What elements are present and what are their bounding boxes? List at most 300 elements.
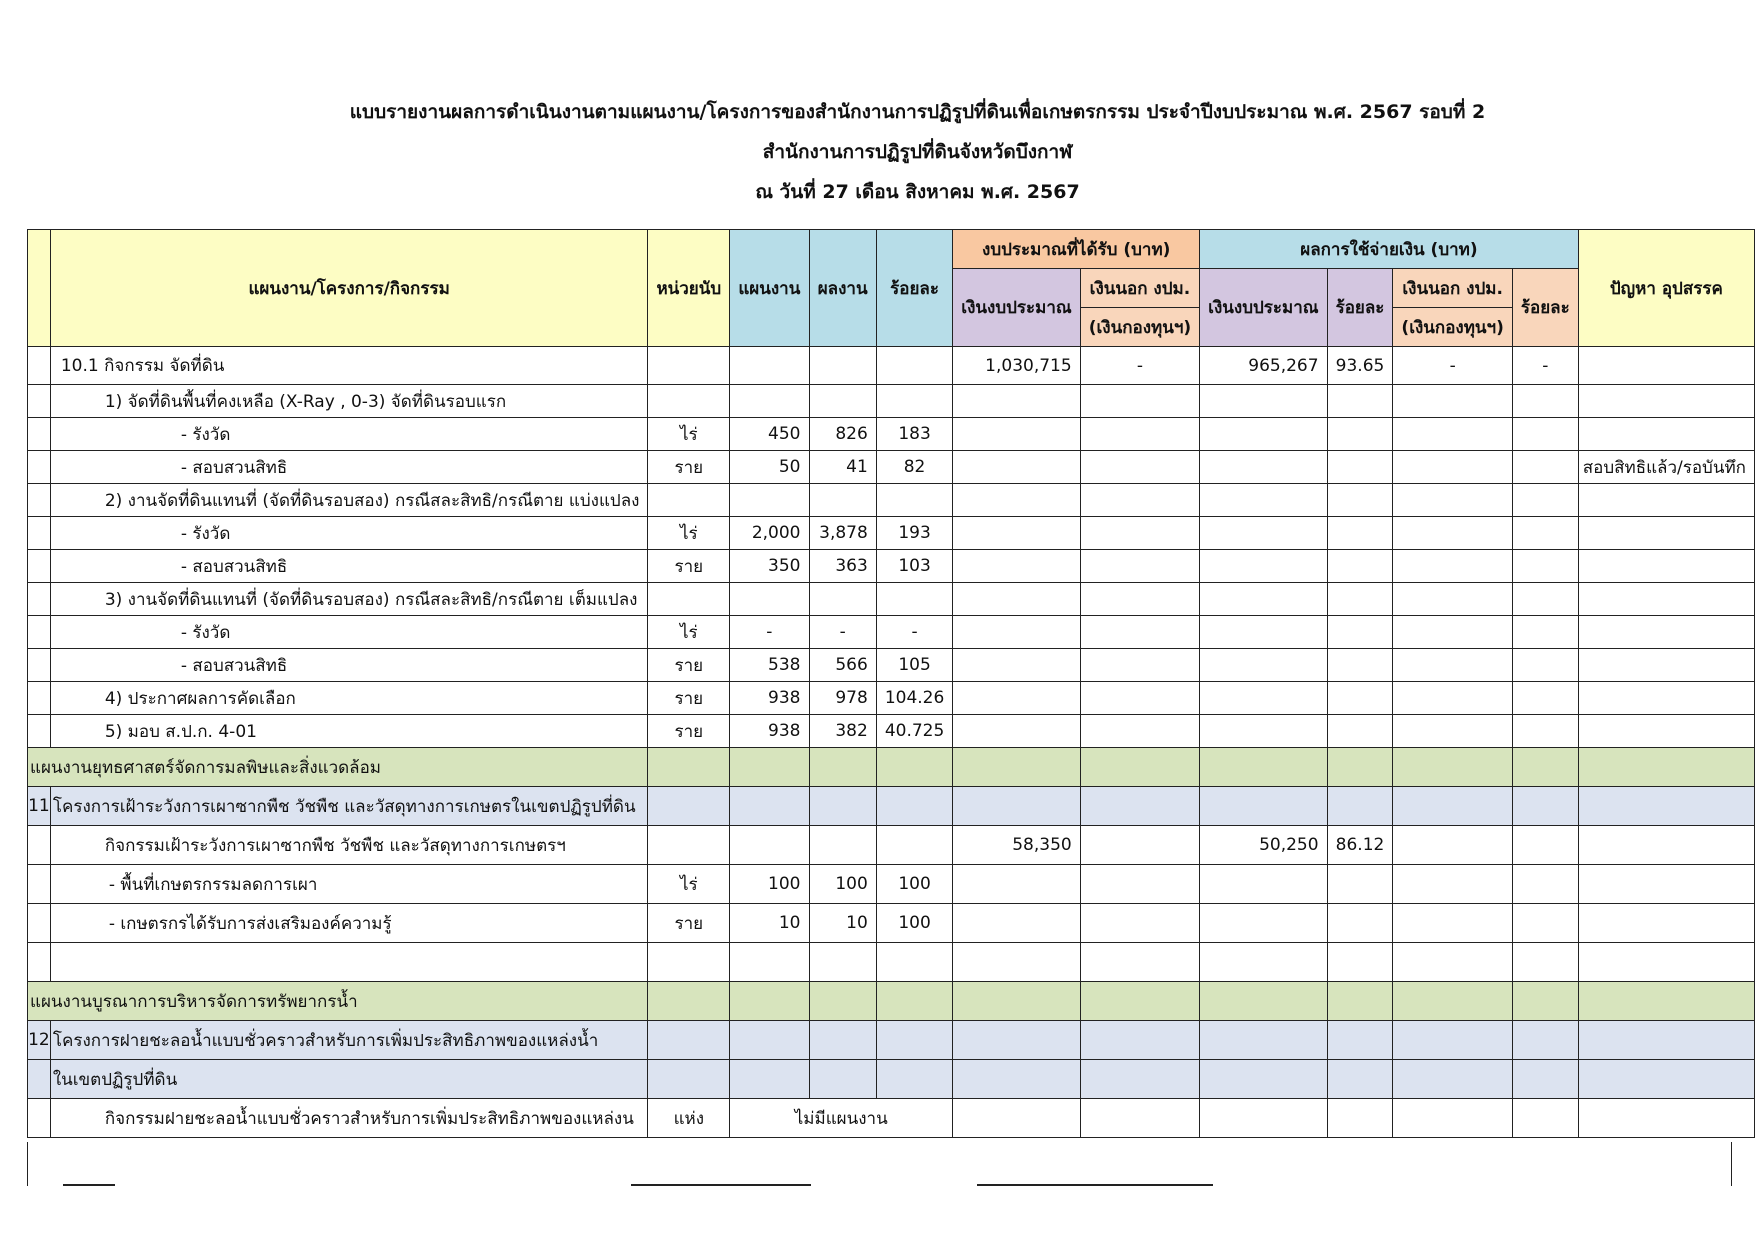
note-cell — [1578, 865, 1754, 904]
spent-outside-percent-cell — [1512, 451, 1578, 484]
spent-percent-cell — [1327, 385, 1393, 418]
unit-cell: ราย — [648, 451, 730, 484]
project-no: 11 — [28, 787, 51, 826]
outside-budget-cell — [1080, 826, 1199, 865]
empty-cell — [1393, 1060, 1512, 1099]
empty-cell — [1080, 943, 1199, 982]
empty-cell — [1512, 1060, 1578, 1099]
result-cell: 566 — [809, 649, 876, 682]
plan-cell — [730, 347, 809, 385]
unit-cell: ราย — [648, 682, 730, 715]
spent-outside-cell — [1393, 649, 1512, 682]
unit-cell: ไร่ — [648, 418, 730, 451]
empty-cell — [648, 787, 730, 826]
outside-budget-cell — [1080, 517, 1199, 550]
header-budget-money: เงินงบประมาณ — [953, 269, 1080, 347]
budget-cell — [953, 682, 1080, 715]
empty-cell — [28, 943, 51, 982]
empty-cell — [1512, 1099, 1578, 1138]
spent-cell — [1200, 517, 1327, 550]
budget-cell — [953, 865, 1080, 904]
project-title-cont: ในเขตปฏิรูปที่ดิน — [50, 1060, 648, 1099]
spent-outside-cell: - — [1393, 347, 1512, 385]
spent-outside-cell — [1393, 583, 1512, 616]
section-row-pollution — [28, 748, 1755, 787]
empty-cell — [1327, 748, 1393, 787]
empty-cell — [1200, 943, 1327, 982]
result-cell — [809, 826, 876, 865]
percent-cell — [876, 347, 952, 385]
budget-cell — [953, 550, 1080, 583]
spent-cell — [1200, 550, 1327, 583]
project-title: โครงการเฝ้าระวังการเผาซากพืช วัชพืช และวัสดุทางการเกษตรในเขตปฏิรูปที่ดิน — [50, 787, 648, 826]
result-cell: 10 — [809, 904, 876, 943]
empty-cell — [648, 1060, 730, 1099]
empty-cell — [1393, 1099, 1512, 1138]
empty-cell — [730, 943, 809, 982]
percent-cell: 40.725 — [876, 715, 952, 748]
spent-outside-percent-cell — [1512, 517, 1578, 550]
empty-cell — [1578, 1021, 1754, 1060]
page-cut-rule — [977, 1184, 1213, 1186]
header-spent-outside-percent: ร้อยละ — [1512, 269, 1578, 347]
percent-cell — [876, 826, 952, 865]
empty-cell — [953, 982, 1080, 1021]
empty-cell — [1200, 1021, 1327, 1060]
row-no — [28, 347, 51, 385]
spent-percent-cell — [1327, 616, 1393, 649]
outside-budget-cell — [1080, 550, 1199, 583]
percent-cell: - — [876, 616, 952, 649]
plan-cell: 450 — [730, 418, 809, 451]
empty-cell — [953, 943, 1080, 982]
empty-cell — [1080, 748, 1199, 787]
activity-cell: - รังวัด — [50, 616, 648, 649]
plan-cell — [730, 583, 809, 616]
empty-cell — [1578, 787, 1754, 826]
empty-cell — [730, 787, 809, 826]
report-date: ณ วันที่ 27 เดือน สิงหาคม พ.ศ. 2567 — [755, 181, 1080, 203]
header-spent-outside: เงินนอก งปม. — [1393, 269, 1512, 308]
activity-cell: 2) งานจัดที่ดินแทนที่ (จัดที่ดินรอบสอง) กรณีสละสิทธิ/กรณีตาย แบ่งแปลง — [50, 484, 648, 517]
plan-cell: 350 — [730, 550, 809, 583]
header-spending-result: ผลการใช้จ่ายเงิน (บาท) — [1200, 230, 1579, 269]
project-no: 12 — [28, 1021, 51, 1060]
project-title: โครงการฝายชะลอน้ำแบบชั่วคราวสำหรับการเพิ่มประสิทธิภาพของแหล่งน้ำ — [50, 1021, 648, 1060]
percent-cell: 193 — [876, 517, 952, 550]
empty-cell — [1327, 1021, 1393, 1060]
spent-percent-cell — [1327, 904, 1393, 943]
empty-cell — [809, 943, 876, 982]
note-cell — [1578, 715, 1754, 748]
unit-cell: ไร่ — [648, 517, 730, 550]
empty-cell — [1327, 1099, 1393, 1138]
spent-cell — [1200, 865, 1327, 904]
page-cut-left-border — [27, 1142, 28, 1186]
empty-cell — [1327, 943, 1393, 982]
result-cell — [809, 385, 876, 418]
report-table — [27, 229, 1755, 1138]
spent-outside-percent-cell — [1512, 826, 1578, 865]
activity-cell: - สอบสวนสิทธิ — [50, 649, 648, 682]
plan-cell: 938 — [730, 682, 809, 715]
budget-cell — [953, 616, 1080, 649]
outside-budget-cell — [1080, 649, 1199, 682]
empty-cell — [730, 982, 809, 1021]
header-percent: ร้อยละ — [876, 230, 952, 347]
result-cell: 3,878 — [809, 517, 876, 550]
spent-percent-cell — [1327, 682, 1393, 715]
row-no — [28, 517, 51, 550]
empty-cell — [1080, 1099, 1199, 1138]
spent-cell — [1200, 583, 1327, 616]
header-result: ผลงาน — [809, 230, 876, 347]
spent-cell — [1200, 616, 1327, 649]
empty-cell — [809, 982, 876, 1021]
header-problems: ปัญหา อุปสรรค — [1578, 230, 1754, 347]
plan-cell: - — [730, 616, 809, 649]
percent-cell: 100 — [876, 904, 952, 943]
empty-cell — [876, 748, 952, 787]
page-cut-rule — [63, 1184, 115, 1186]
activity-cell: - สอบสวนสิทธิ — [50, 550, 648, 583]
empty-row — [28, 943, 1755, 982]
activity-cell: - สอบสวนสิทธิ — [50, 451, 648, 484]
plan-cell: 2,000 — [730, 517, 809, 550]
empty-cell — [953, 787, 1080, 826]
header-budget-received: งบประมาณที่ได้รับ (บาท) — [953, 230, 1200, 269]
budget-cell: 58,350 — [953, 826, 1080, 865]
unit-cell: ราย — [648, 649, 730, 682]
spent-outside-percent-cell: - — [1512, 347, 1578, 385]
spent-outside-cell — [1393, 418, 1512, 451]
spent-outside-cell — [1393, 682, 1512, 715]
outside-budget-cell — [1080, 418, 1199, 451]
empty-cell — [1512, 943, 1578, 982]
empty-cell — [1327, 787, 1393, 826]
spent-outside-cell — [1393, 904, 1512, 943]
row-no — [28, 484, 51, 517]
note-cell — [1578, 583, 1754, 616]
empty-cell — [1512, 748, 1578, 787]
outside-budget-cell — [1080, 682, 1199, 715]
row-no — [28, 904, 51, 943]
row-no — [28, 649, 51, 682]
spent-outside-percent-cell — [1512, 583, 1578, 616]
empty-cell — [1578, 748, 1754, 787]
activity-cell: - เกษตรกรได้รับการส่งเสริมองค์ความรู้ — [50, 904, 648, 943]
activity-cell: - พื้นที่เกษตรกรรมลดการเผา — [50, 865, 648, 904]
activity-cell: - รังวัด — [50, 517, 648, 550]
result-cell: 382 — [809, 715, 876, 748]
spent-outside-cell — [1393, 715, 1512, 748]
empty-cell — [28, 1060, 51, 1099]
percent-cell — [876, 484, 952, 517]
empty-cell — [1080, 1021, 1199, 1060]
spent-cell — [1200, 649, 1327, 682]
empty-cell — [1200, 748, 1327, 787]
spent-outside-percent-cell — [1512, 616, 1578, 649]
spent-outside-percent-cell — [1512, 418, 1578, 451]
plan-cell — [730, 826, 809, 865]
spent-outside-cell — [1393, 517, 1512, 550]
empty-cell — [730, 1021, 809, 1060]
note-cell: สอบสิทธิแล้ว/รอบันทึก — [1578, 451, 1754, 484]
spent-outside-percent-cell — [1512, 682, 1578, 715]
spent-outside-percent-cell — [1512, 865, 1578, 904]
budget-cell — [953, 484, 1080, 517]
section-row-water — [28, 982, 1755, 1021]
budget-cell — [953, 649, 1080, 682]
percent-cell: 105 — [876, 649, 952, 682]
row-no — [28, 550, 51, 583]
empty-cell — [1200, 1060, 1327, 1099]
percent-cell: 82 — [876, 451, 952, 484]
spent-outside-percent-cell — [1512, 904, 1578, 943]
note-cell — [1578, 347, 1754, 385]
no-plan-note: ไม่มีแผนงาน — [730, 1099, 953, 1138]
unit-cell: ราย — [648, 715, 730, 748]
report-title: แบบรายงานผลการดำเนินงานตามแผนงาน/โครงการของสำนักงานการปฏิรูปที่ดินเพื่อเกษตรกรรม ประจำปีงบประมาณ พ.ศ. 2567 รอบที่ 2 — [349, 101, 1486, 123]
outside-budget-cell — [1080, 865, 1199, 904]
empty-cell — [50, 943, 648, 982]
activity-row-12 — [28, 1099, 1755, 1138]
spent-percent-cell — [1327, 517, 1393, 550]
spent-outside-cell — [1393, 484, 1512, 517]
spent-percent-cell — [1327, 649, 1393, 682]
plan-cell: 10 — [730, 904, 809, 943]
result-cell — [809, 583, 876, 616]
percent-cell — [876, 385, 952, 418]
percent-cell: 183 — [876, 418, 952, 451]
unit-cell — [648, 347, 730, 385]
empty-cell — [648, 1021, 730, 1060]
spent-percent-cell — [1327, 484, 1393, 517]
percent-cell: 104.26 — [876, 682, 952, 715]
spent-outside-percent-cell — [1512, 550, 1578, 583]
empty-cell — [1578, 982, 1754, 1021]
section-title: แผนงานบูรณาการบริหารจัดการทรัพยากรน้ำ — [28, 982, 648, 1021]
empty-cell — [953, 748, 1080, 787]
header-spent-fund: (เงินกองทุนฯ) — [1393, 308, 1512, 347]
note-cell — [1578, 904, 1754, 943]
empty-cell — [876, 1021, 952, 1060]
note-cell — [1578, 616, 1754, 649]
spent-cell — [1200, 484, 1327, 517]
empty-cell — [1512, 787, 1578, 826]
activity-cell: 1) จัดที่ดินพื้นที่คงเหลือ (X-Ray , 0-3) จัดที่ดินรอบแรก — [50, 385, 648, 418]
empty-cell — [953, 1021, 1080, 1060]
note-cell — [1578, 826, 1754, 865]
spent-percent-cell: 93.65 — [1327, 347, 1393, 385]
row-no — [28, 385, 51, 418]
unit-cell — [648, 385, 730, 418]
row-no — [28, 682, 51, 715]
spent-cell — [1200, 682, 1327, 715]
empty-cell — [730, 748, 809, 787]
spent-outside-percent-cell — [1512, 484, 1578, 517]
header-activity: แผนงาน/โครงการ/กิจกรรม — [50, 230, 648, 347]
note-cell — [1578, 418, 1754, 451]
budget-cell — [953, 715, 1080, 748]
empty-cell — [648, 748, 730, 787]
empty-cell — [809, 1060, 876, 1099]
spent-outside-cell — [1393, 385, 1512, 418]
spent-cell — [1200, 385, 1327, 418]
empty-cell — [876, 1060, 952, 1099]
spent-cell — [1200, 451, 1327, 484]
page-cut-rule — [631, 1184, 811, 1186]
row-no — [28, 451, 51, 484]
table-header — [28, 230, 1755, 347]
result-cell: 100 — [809, 865, 876, 904]
unit-cell — [648, 826, 730, 865]
activity-cell: 3) งานจัดที่ดินแทนที่ (จัดที่ดินรอบสอง) กรณีสละสิทธิ/กรณีตาย เต็มแปลง — [50, 583, 648, 616]
spent-outside-percent-cell — [1512, 385, 1578, 418]
percent-cell: 103 — [876, 550, 952, 583]
empty-cell — [876, 787, 952, 826]
activity-cell: กิจกรรมฝายชะลอน้ำแบบชั่วคราวสำหรับการเพิ่มประสิทธิภาพของแหล่งน — [50, 1099, 648, 1138]
plan-cell — [730, 385, 809, 418]
unit-cell: แห่ง — [648, 1099, 730, 1138]
spent-cell — [1200, 904, 1327, 943]
outside-budget-cell: - — [1080, 347, 1199, 385]
spent-cell: 50,250 — [1200, 826, 1327, 865]
plan-cell: 100 — [730, 865, 809, 904]
header-fund-money: (เงินกองทุนฯ) — [1080, 308, 1199, 347]
spent-outside-cell — [1393, 865, 1512, 904]
row-no — [28, 826, 51, 865]
empty-cell — [1393, 748, 1512, 787]
report-title-block — [0, 92, 1755, 212]
spent-outside-cell — [1393, 616, 1512, 649]
outside-budget-cell — [1080, 583, 1199, 616]
header-spent-percent: ร้อยละ — [1327, 269, 1393, 347]
spent-percent-cell — [1327, 418, 1393, 451]
header-spent-budget: เงินงบประมาณ — [1200, 269, 1327, 347]
project-row-12-cont — [28, 1060, 1755, 1099]
table-body — [28, 347, 1755, 1138]
spent-cell — [1200, 418, 1327, 451]
activity-cell: 5) มอบ ส.ป.ก. 4-01 — [50, 715, 648, 748]
percent-cell — [876, 583, 952, 616]
spent-percent-cell — [1327, 550, 1393, 583]
empty-cell — [1327, 1060, 1393, 1099]
row-no — [28, 715, 51, 748]
plan-cell — [730, 484, 809, 517]
row-no — [28, 616, 51, 649]
spent-percent-cell — [1327, 583, 1393, 616]
header-outside-budget: เงินนอก งปม. — [1080, 269, 1199, 308]
spent-outside-cell — [1393, 451, 1512, 484]
empty-cell — [876, 982, 952, 1021]
unit-cell — [648, 484, 730, 517]
section-title: แผนงานยุทธศาสตร์จัดการมลพิษและสิ่งแวดล้อม — [28, 748, 648, 787]
budget-cell — [953, 904, 1080, 943]
empty-cell — [1578, 943, 1754, 982]
spent-outside-percent-cell — [1512, 715, 1578, 748]
empty-cell — [1200, 982, 1327, 1021]
percent-cell: 100 — [876, 865, 952, 904]
budget-cell — [953, 418, 1080, 451]
plan-cell: 538 — [730, 649, 809, 682]
empty-cell — [1080, 982, 1199, 1021]
budget-cell: 1,030,715 — [953, 347, 1080, 385]
empty-cell — [809, 1021, 876, 1060]
empty-cell — [1200, 787, 1327, 826]
empty-cell — [876, 943, 952, 982]
page-cut-right-border — [1731, 1142, 1732, 1186]
empty-cell — [730, 1060, 809, 1099]
spent-percent-cell — [1327, 715, 1393, 748]
outside-budget-cell — [1080, 484, 1199, 517]
empty-cell — [809, 748, 876, 787]
spent-percent-cell — [1327, 865, 1393, 904]
spent-cell — [1200, 715, 1327, 748]
empty-cell — [1393, 943, 1512, 982]
spent-cell: 965,267 — [1200, 347, 1327, 385]
empty-cell — [1512, 982, 1578, 1021]
activity-cell: 10.1 กิจกรรม จัดที่ดิน — [50, 347, 648, 385]
note-cell — [1578, 484, 1754, 517]
project-row-12 — [28, 1021, 1755, 1060]
outside-budget-cell — [1080, 385, 1199, 418]
empty-cell — [953, 1099, 1080, 1138]
spent-percent-cell — [1327, 451, 1393, 484]
note-cell — [1578, 649, 1754, 682]
header-unit: หน่วยนับ — [648, 230, 730, 347]
outside-budget-cell — [1080, 451, 1199, 484]
empty-cell — [1393, 1021, 1512, 1060]
budget-cell — [953, 517, 1080, 550]
budget-cell — [953, 451, 1080, 484]
note-cell — [1578, 550, 1754, 583]
note-cell — [1578, 517, 1754, 550]
result-cell — [809, 347, 876, 385]
header-no — [28, 230, 51, 347]
row-no — [28, 865, 51, 904]
result-cell: 826 — [809, 418, 876, 451]
unit-cell: ราย — [648, 904, 730, 943]
unit-cell: ไร่ — [648, 865, 730, 904]
empty-cell — [648, 943, 730, 982]
outside-budget-cell — [1080, 904, 1199, 943]
activity-cell: - รังวัด — [50, 418, 648, 451]
unit-cell — [648, 583, 730, 616]
empty-cell — [1080, 787, 1199, 826]
project-row-11 — [28, 787, 1755, 826]
empty-cell — [1080, 1060, 1199, 1099]
empty-cell — [1578, 1060, 1754, 1099]
spent-percent-cell: 86.12 — [1327, 826, 1393, 865]
empty-cell — [1578, 1099, 1754, 1138]
office-name: สำนักงานการปฏิรูปที่ดินจังหวัดบึงกาฬ — [762, 141, 1073, 163]
empty-cell — [1200, 1099, 1327, 1138]
plan-cell: 50 — [730, 451, 809, 484]
header-plan: แผนงาน — [730, 230, 809, 347]
plan-cell: 938 — [730, 715, 809, 748]
activity-cell: 4) ประกาศผลการคัดเลือก — [50, 682, 648, 715]
outside-budget-cell — [1080, 616, 1199, 649]
budget-cell — [953, 385, 1080, 418]
empty-cell — [953, 1060, 1080, 1099]
empty-cell — [1393, 787, 1512, 826]
empty-cell — [809, 787, 876, 826]
activity-cell: กิจกรรมเฝ้าระวังการเผาซากพืช วัชพืช และวัสดุทางการเกษตรฯ — [50, 826, 648, 865]
empty-cell — [28, 1099, 51, 1138]
result-cell: 363 — [809, 550, 876, 583]
result-cell: 41 — [809, 451, 876, 484]
